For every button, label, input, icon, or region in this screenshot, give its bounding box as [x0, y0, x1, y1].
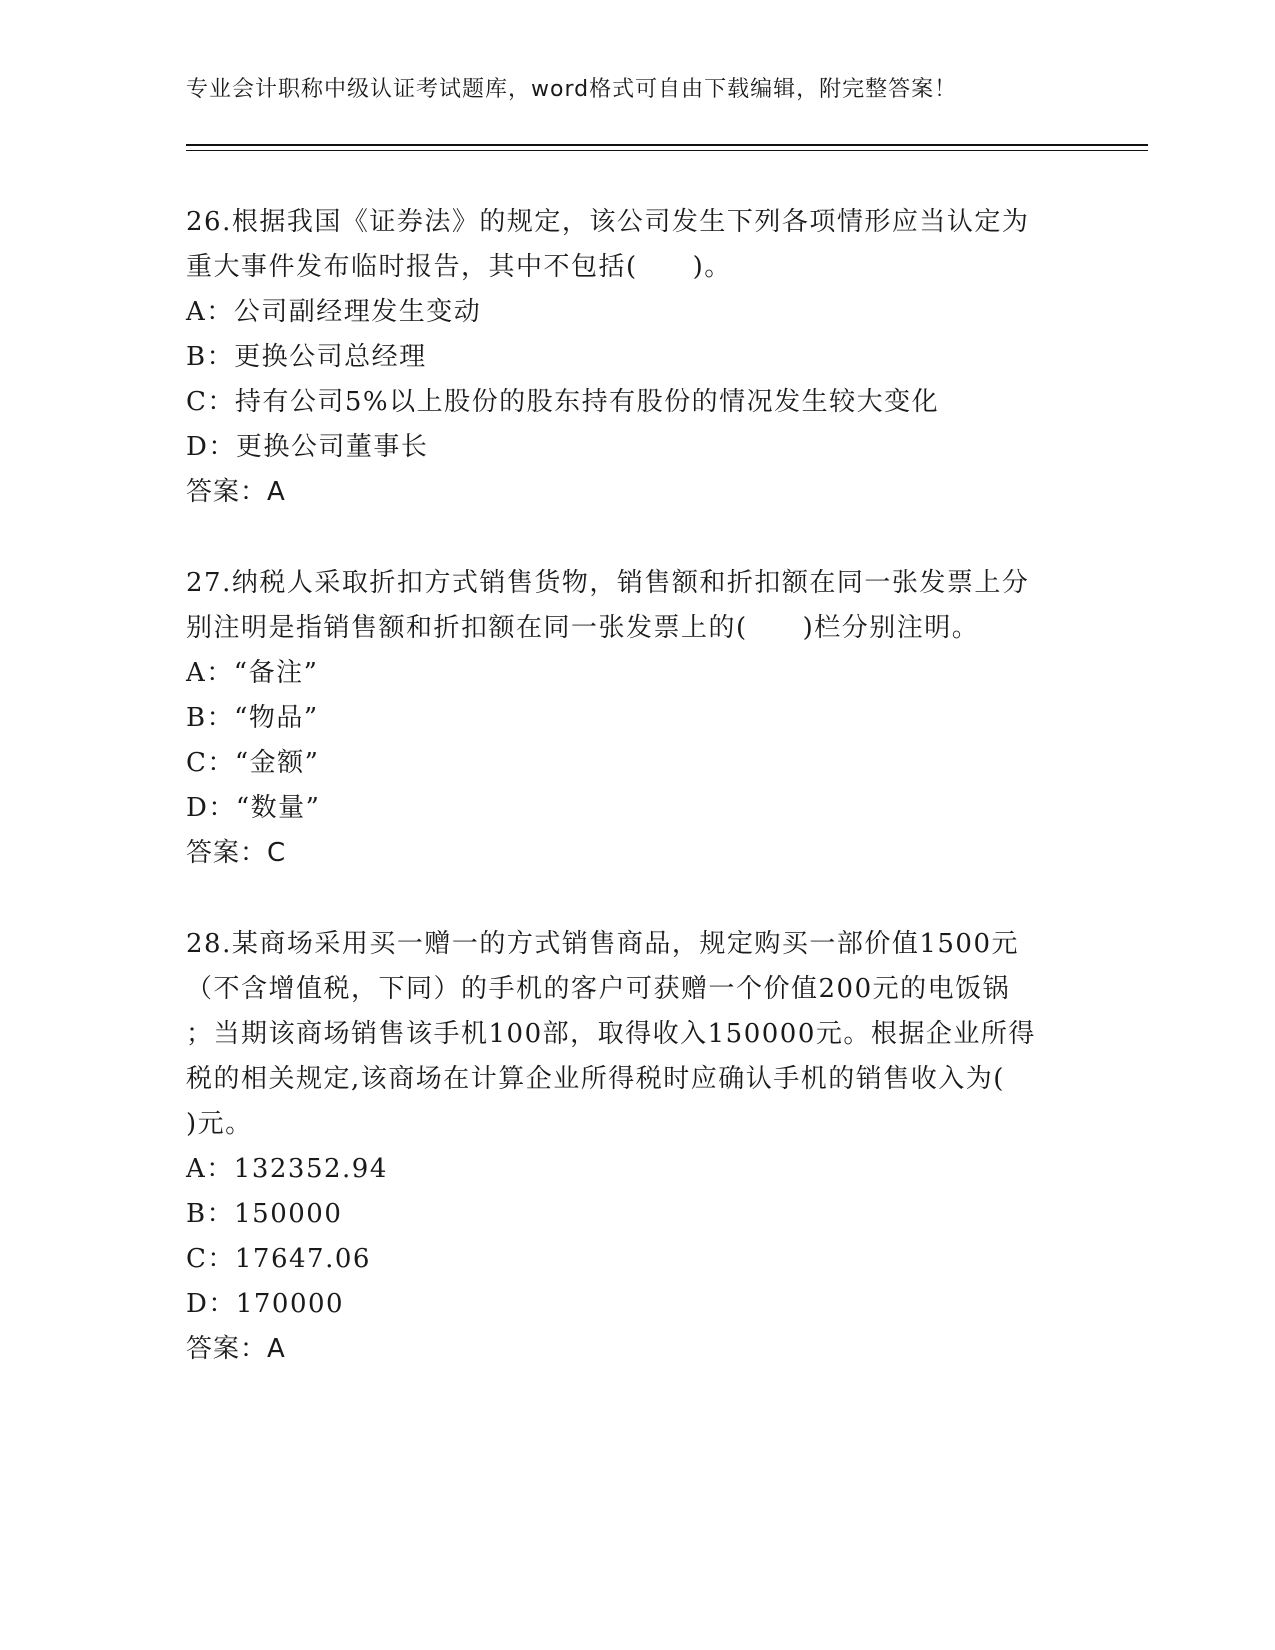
option-c: C：持有公司5%以上股份的股东持有股份的情况发生较大变化 — [186, 387, 940, 417]
answer-label: 答案： — [186, 838, 268, 868]
option-a: A：“备注” — [186, 658, 319, 688]
option-a: A：公司副经理发生变动 — [186, 297, 482, 327]
page-header: 专业会计职称中级认证考试题库，word格式可自由下载编辑，附完整答案！ — [186, 77, 958, 102]
option-c: C：“金额” — [186, 748, 320, 778]
option-d: D：更换公司董事长 — [186, 432, 429, 462]
answer-line — [186, 470, 1086, 515]
option-c: C：17647.06 — [186, 1244, 371, 1274]
question-stem-line: 重大事件发布临时报告，其中不包括( )。 — [186, 252, 732, 282]
header-divider — [186, 144, 1148, 151]
question-stem-line: 27.纳税人采取折扣方式销售货物，销售额和折扣额在同一张发票上分 — [186, 568, 1030, 598]
question-stem-line: 别注明是指销售额和折扣额在同一张发票上的( )栏分别注明。 — [186, 613, 980, 643]
answer-line — [186, 1327, 1086, 1372]
question-stem-line: ；当期该商场销售该手机100部，取得收入150000元。根据企业所得 — [186, 1019, 1036, 1049]
question-stem-line: 28.某商场采用买一赠一的方式销售商品，规定购买一部价值1500元 — [186, 929, 1020, 959]
answer-line — [186, 831, 1086, 876]
answer-label: 答案： — [186, 1334, 268, 1364]
answer-value: A — [267, 477, 286, 507]
question-28 — [186, 922, 1086, 1372]
question-stem-line: 26.根据我国《证券法》的规定，该公司发生下列各项情形应当认定为 — [186, 207, 1030, 237]
answer-label: 答案： — [186, 477, 268, 507]
answer-value: A — [267, 1334, 286, 1364]
question-26 — [186, 200, 1086, 515]
option-d: D：“数量” — [186, 793, 321, 823]
option-b: B：更换公司总经理 — [186, 342, 427, 372]
question-27 — [186, 561, 1086, 876]
question-stem-line: 税的相关规定,该商场在计算企业所得税时应确认手机的销售收入为( — [186, 1064, 1005, 1094]
question-stem-line: （不含增值税，下同）的手机的客户可获赠一个价值200元的电饭锅 — [186, 974, 1011, 1004]
answer-value: C — [267, 838, 287, 868]
option-b: B：“物品” — [186, 703, 319, 733]
option-d: D：170000 — [186, 1289, 345, 1319]
option-a: A：132352.94 — [186, 1154, 388, 1184]
option-b: B：150000 — [186, 1199, 343, 1229]
question-stem-line: )元。 — [186, 1109, 253, 1139]
question-list — [186, 200, 1086, 1418]
